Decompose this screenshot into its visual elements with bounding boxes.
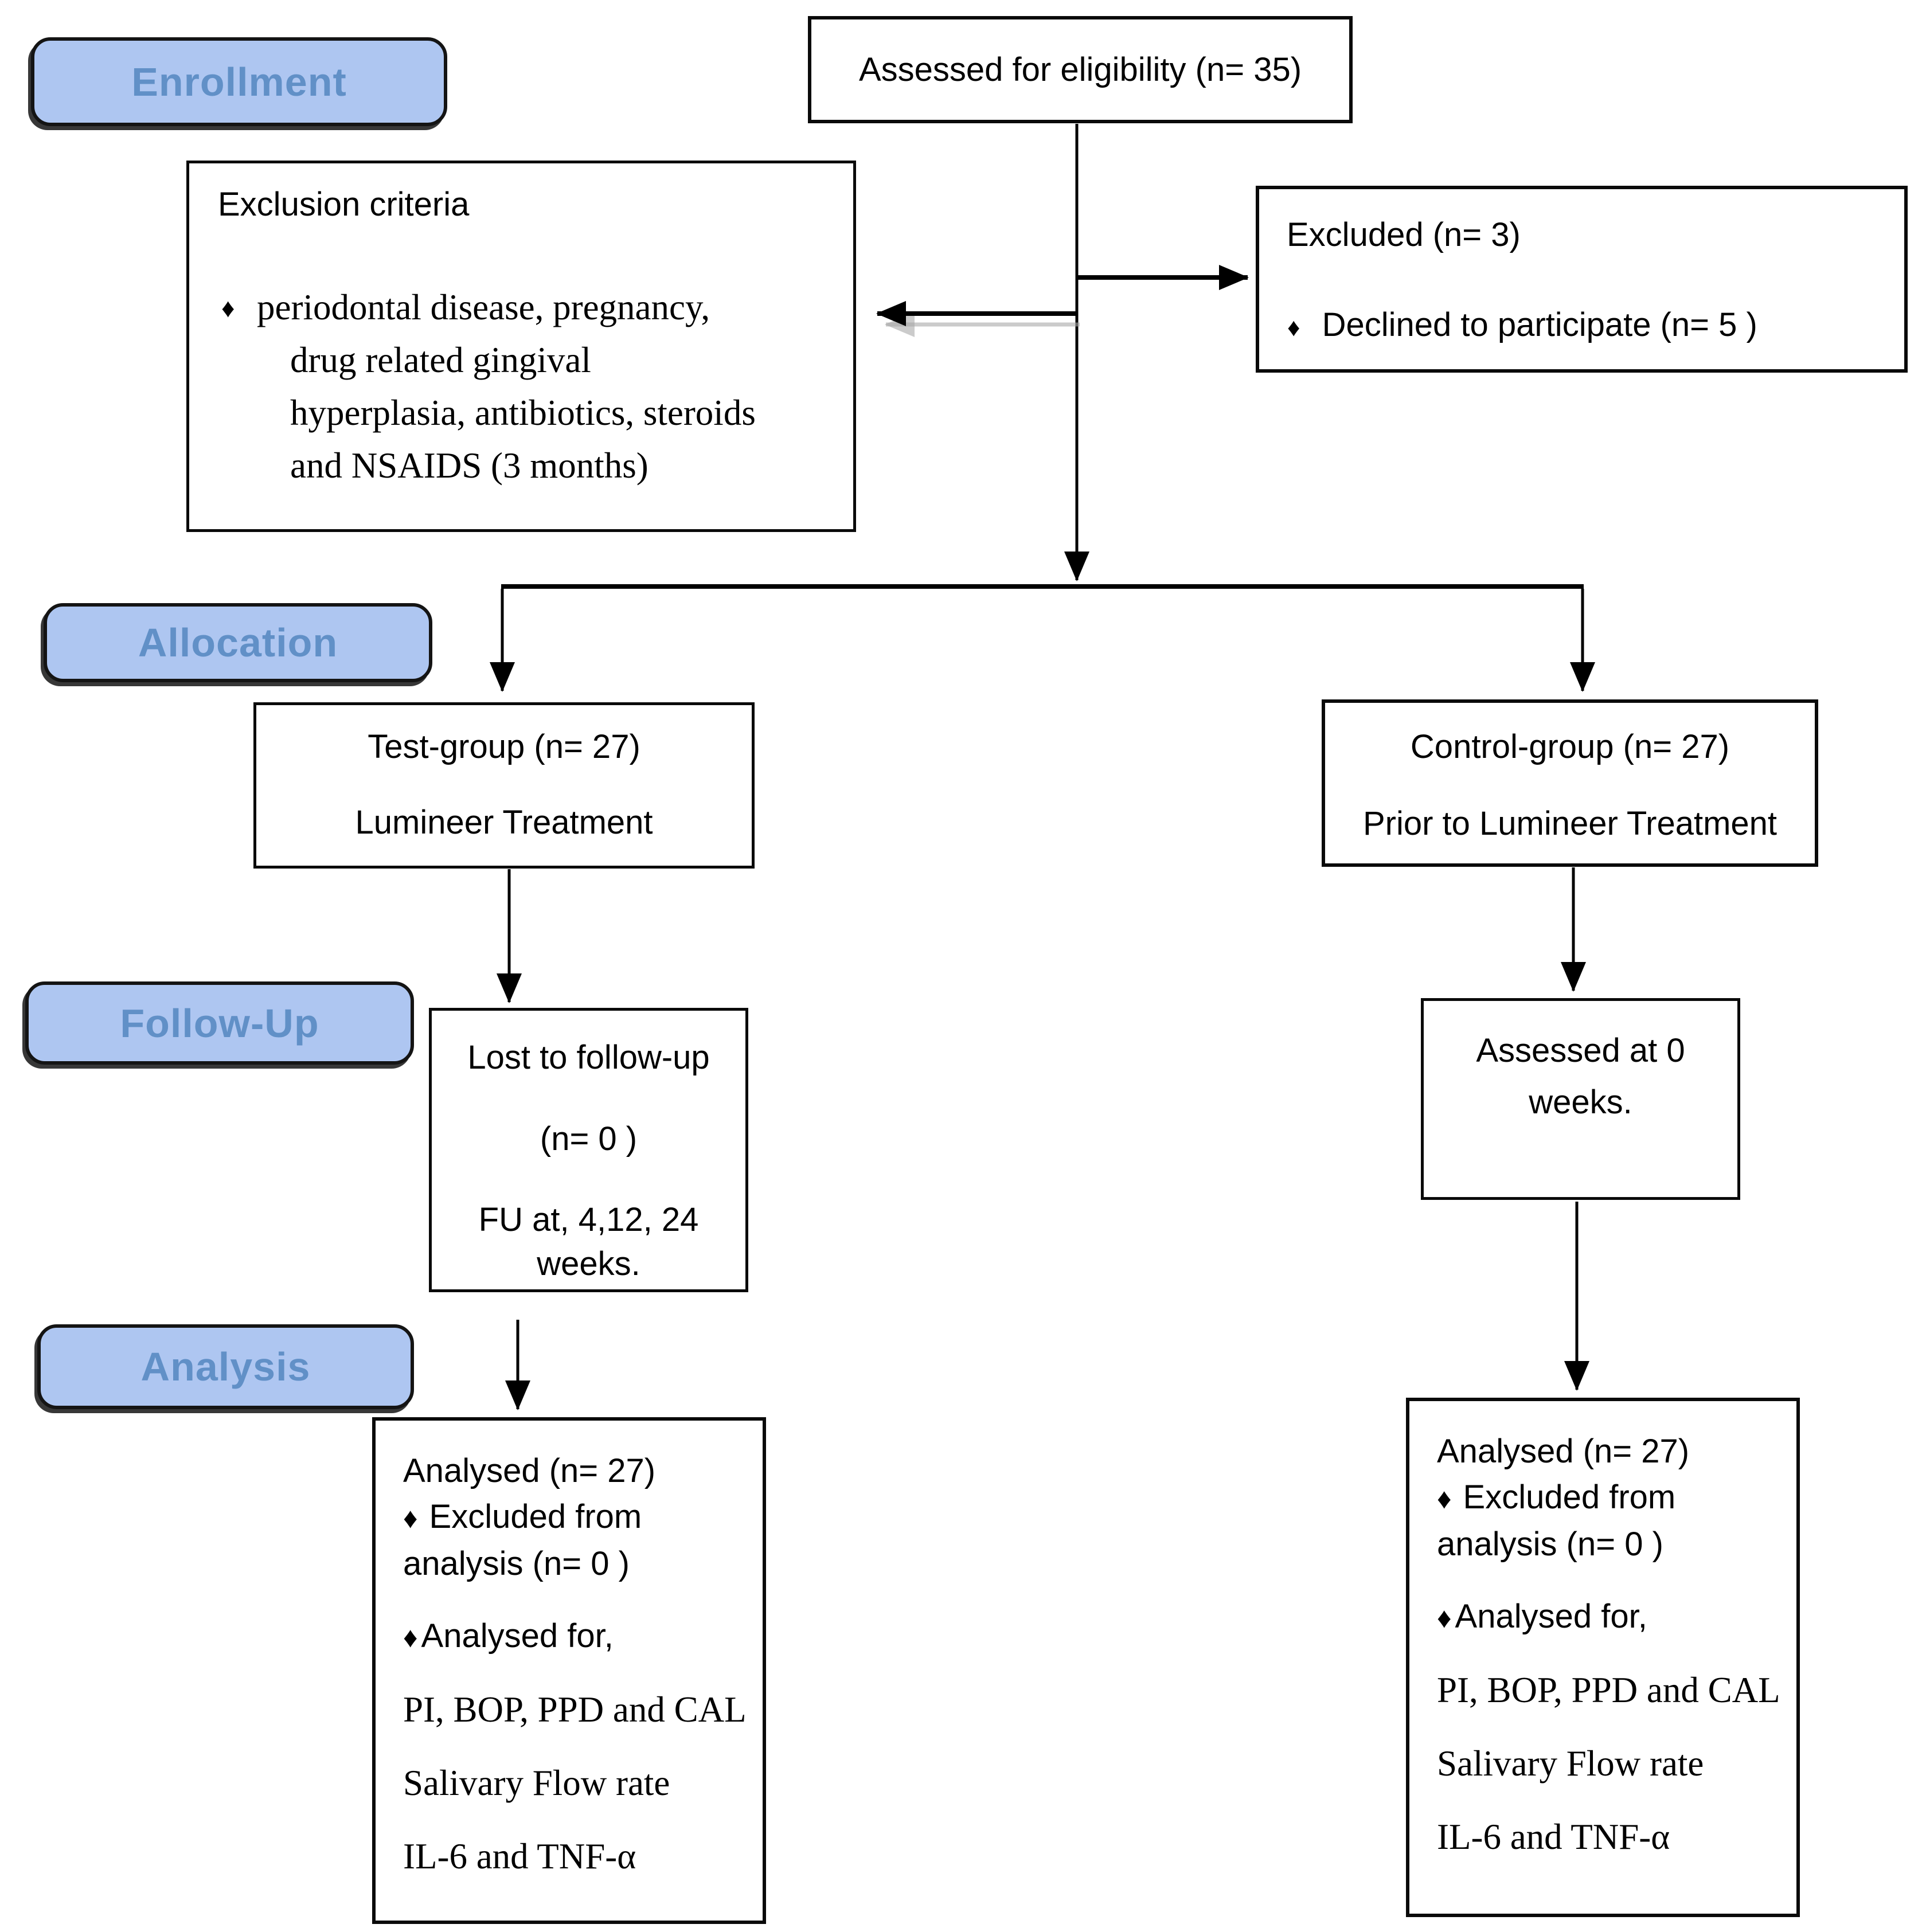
flow-box-analysed-test-arm xyxy=(372,1417,766,1924)
declined-to-participate-text: Declined to participate (n= 5 ) xyxy=(1322,306,1757,343)
analysed-left-line2 xyxy=(403,1494,751,1541)
control-group-line1: Control-group (n= 27) xyxy=(1410,728,1730,765)
lost-line2: (n= 0 ) xyxy=(540,1120,638,1157)
exclusion-line-1: periodontal disease, pregnancy, xyxy=(257,287,710,327)
analysed-right-line2 xyxy=(1437,1475,1785,1522)
analysed-right-line2-text: Excluded from xyxy=(1463,1479,1676,1516)
flow-box-analysed-control-arm xyxy=(1406,1398,1800,1917)
flow-box-exclusion-criteria xyxy=(186,161,856,532)
exclusion-criteria-list xyxy=(189,281,849,492)
analysed-right-line3: analysis (n= 0 ) xyxy=(1437,1526,1663,1563)
flow-box-assessed-eligibility xyxy=(808,16,1353,123)
lost-line3: FU at, 4,12, 24 xyxy=(478,1201,699,1238)
stage-label-analysis: Analysis xyxy=(140,1344,311,1389)
stage-pill-analysis xyxy=(37,1324,414,1409)
stage-label-enrollment: Enrollment xyxy=(131,59,347,104)
diamond-bullet-icon: ♦ xyxy=(403,1502,418,1534)
analysed-right-line4 xyxy=(1437,1594,1785,1641)
exclusion-line-3: hyperplasia, antibiotics, steroids xyxy=(290,393,756,433)
exclusion-line-4: and NSAIDS (3 months) xyxy=(290,445,649,486)
analysed-left-line7: IL-6 and TNF-α xyxy=(403,1836,636,1876)
diamond-bullet-icon: ♦ xyxy=(403,1621,418,1653)
exclusion-criteria-title: Exclusion criteria xyxy=(218,186,470,223)
diamond-bullet-icon: ♦ xyxy=(221,294,235,323)
flow-box-lost-to-follow-up xyxy=(429,1008,748,1292)
assessed-eligibility-text: Assessed for eligibility (n= 35) xyxy=(858,50,1302,88)
analysed-left-line4 xyxy=(403,1613,751,1660)
assessed0-line1: Assessed at 0 xyxy=(1476,1032,1685,1069)
analysed-left-line6: Salivary Flow rate xyxy=(403,1763,670,1803)
stage-pill-allocation xyxy=(44,603,432,682)
analysed-left-line3: analysis (n= 0 ) xyxy=(403,1545,630,1582)
control-group-line2: Prior to Lumineer Treatment xyxy=(1362,805,1778,842)
flow-box-test-group xyxy=(253,702,755,869)
analysed-right-line1: Analysed (n= 27) xyxy=(1437,1433,1690,1470)
lost-line1: Lost to follow-up xyxy=(467,1039,710,1076)
diamond-bullet-icon: ♦ xyxy=(1287,314,1300,342)
analysed-left-line2-text: Excluded from xyxy=(429,1498,642,1535)
analysed-right-line7: IL-6 and TNF-α xyxy=(1437,1817,1670,1857)
flow-box-assessed-at-0-weeks xyxy=(1421,998,1740,1200)
analysed-right-line4-text: Analysed for, xyxy=(1455,1598,1647,1635)
analysed-left-line4-text: Analysed for, xyxy=(421,1617,614,1655)
exclusion-line-2: drug related gingival xyxy=(290,340,591,380)
analysed-left-line5: PI, BOP, PPD and CAL xyxy=(403,1689,747,1730)
diamond-bullet-icon: ♦ xyxy=(1437,1602,1452,1634)
excluded-title: Excluded (n= 3) xyxy=(1287,216,1521,253)
analysed-left-line1: Analysed (n= 27) xyxy=(403,1452,656,1489)
excluded-item xyxy=(1287,307,1757,346)
test-group-line2: Lumineer Treatment xyxy=(355,804,653,841)
flow-box-control-group xyxy=(1322,699,1818,867)
test-group-line1: Test-group (n= 27) xyxy=(368,728,640,765)
stage-label-follow-up: Follow-Up xyxy=(120,1000,319,1046)
stage-pill-enrollment xyxy=(31,37,447,126)
analysed-right-line5: PI, BOP, PPD and CAL xyxy=(1437,1670,1780,1710)
assessed0-line2: weeks. xyxy=(1529,1084,1632,1121)
flow-box-excluded xyxy=(1256,186,1908,373)
stage-label-allocation: Allocation xyxy=(138,620,338,665)
stage-pill-follow-up xyxy=(25,981,414,1065)
analysed-right-line6: Salivary Flow rate xyxy=(1437,1743,1704,1784)
lost-line4: weeks. xyxy=(537,1245,640,1282)
diamond-bullet-icon: ♦ xyxy=(1437,1483,1452,1515)
exclusion-item-line xyxy=(189,281,849,334)
